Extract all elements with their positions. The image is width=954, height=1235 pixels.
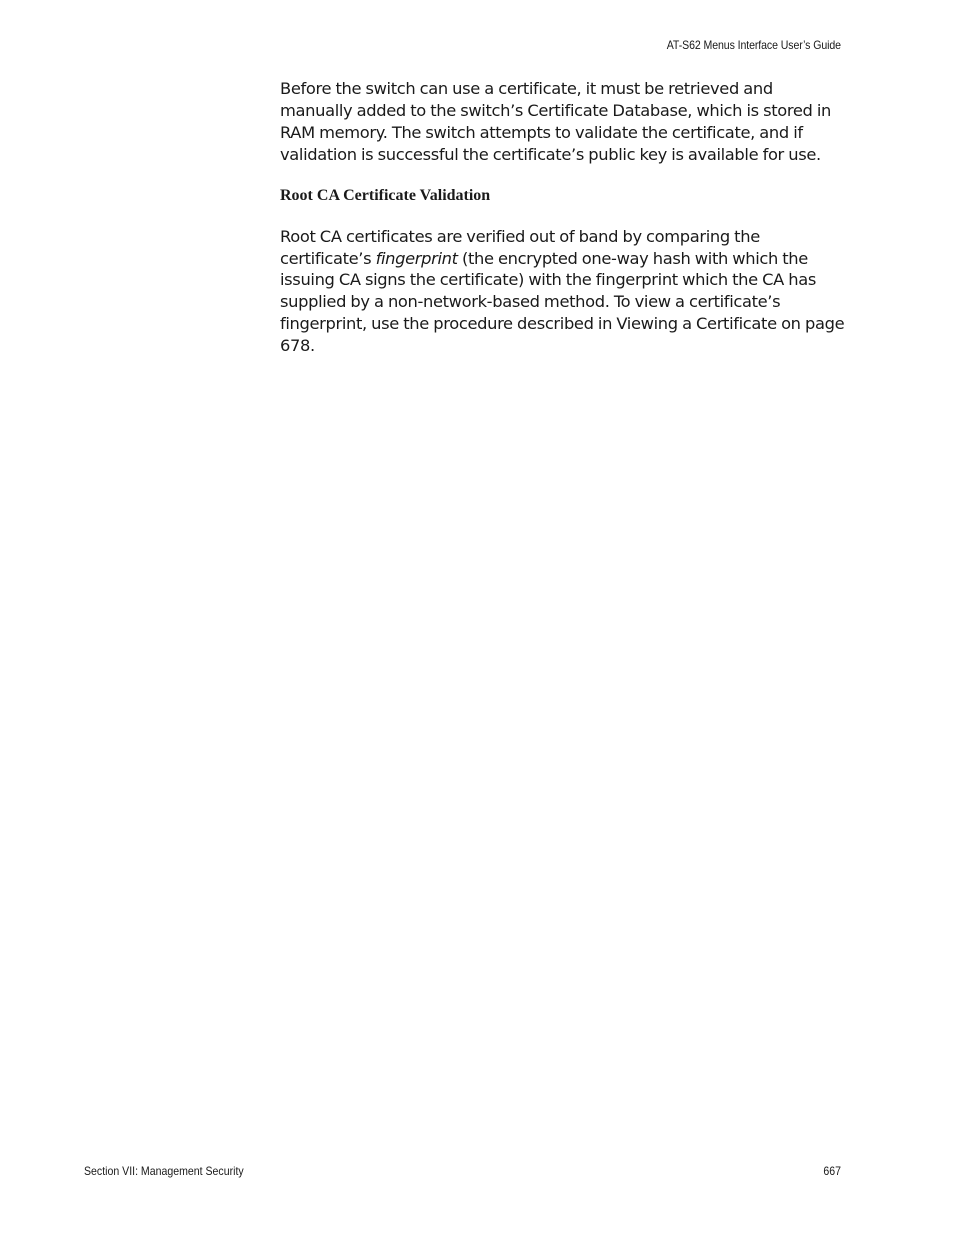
paragraph-text-start: Root CA certificates are verified out of band by comparing the certificate’s [280, 226, 760, 268]
footer-page-number: 667 [823, 1164, 841, 1178]
running-header: AT-S62 Menus Interface User’s Guide [666, 38, 841, 52]
paragraph-root-ca-validation [280, 226, 848, 357]
paragraph-certificate-database: Before the switch can use a certificate, it must be retrieved and manually added to the switch’s Certificate Database, which is stored in RAM memory. The switch attempts to validate the certificate, and if validation is successful the certificate’s public key is available for use. [280, 79, 831, 164]
subheading-root-ca-validation: Root CA Certificate Validation [280, 186, 491, 204]
main-content [280, 78, 848, 357]
paragraph-text-end: (the encrypted one-way hash with which the issuing CA signs the certificate) with the fingerprint which the CA has supplied by a non-network-based method. To view a certificate’s fingerprint, use the procedure described in Viewing a Certificate on page 678. [280, 248, 845, 356]
emphasis-fingerprint: fingerprint [375, 248, 458, 268]
footer-section: Section VII: Management Security [84, 1164, 244, 1178]
